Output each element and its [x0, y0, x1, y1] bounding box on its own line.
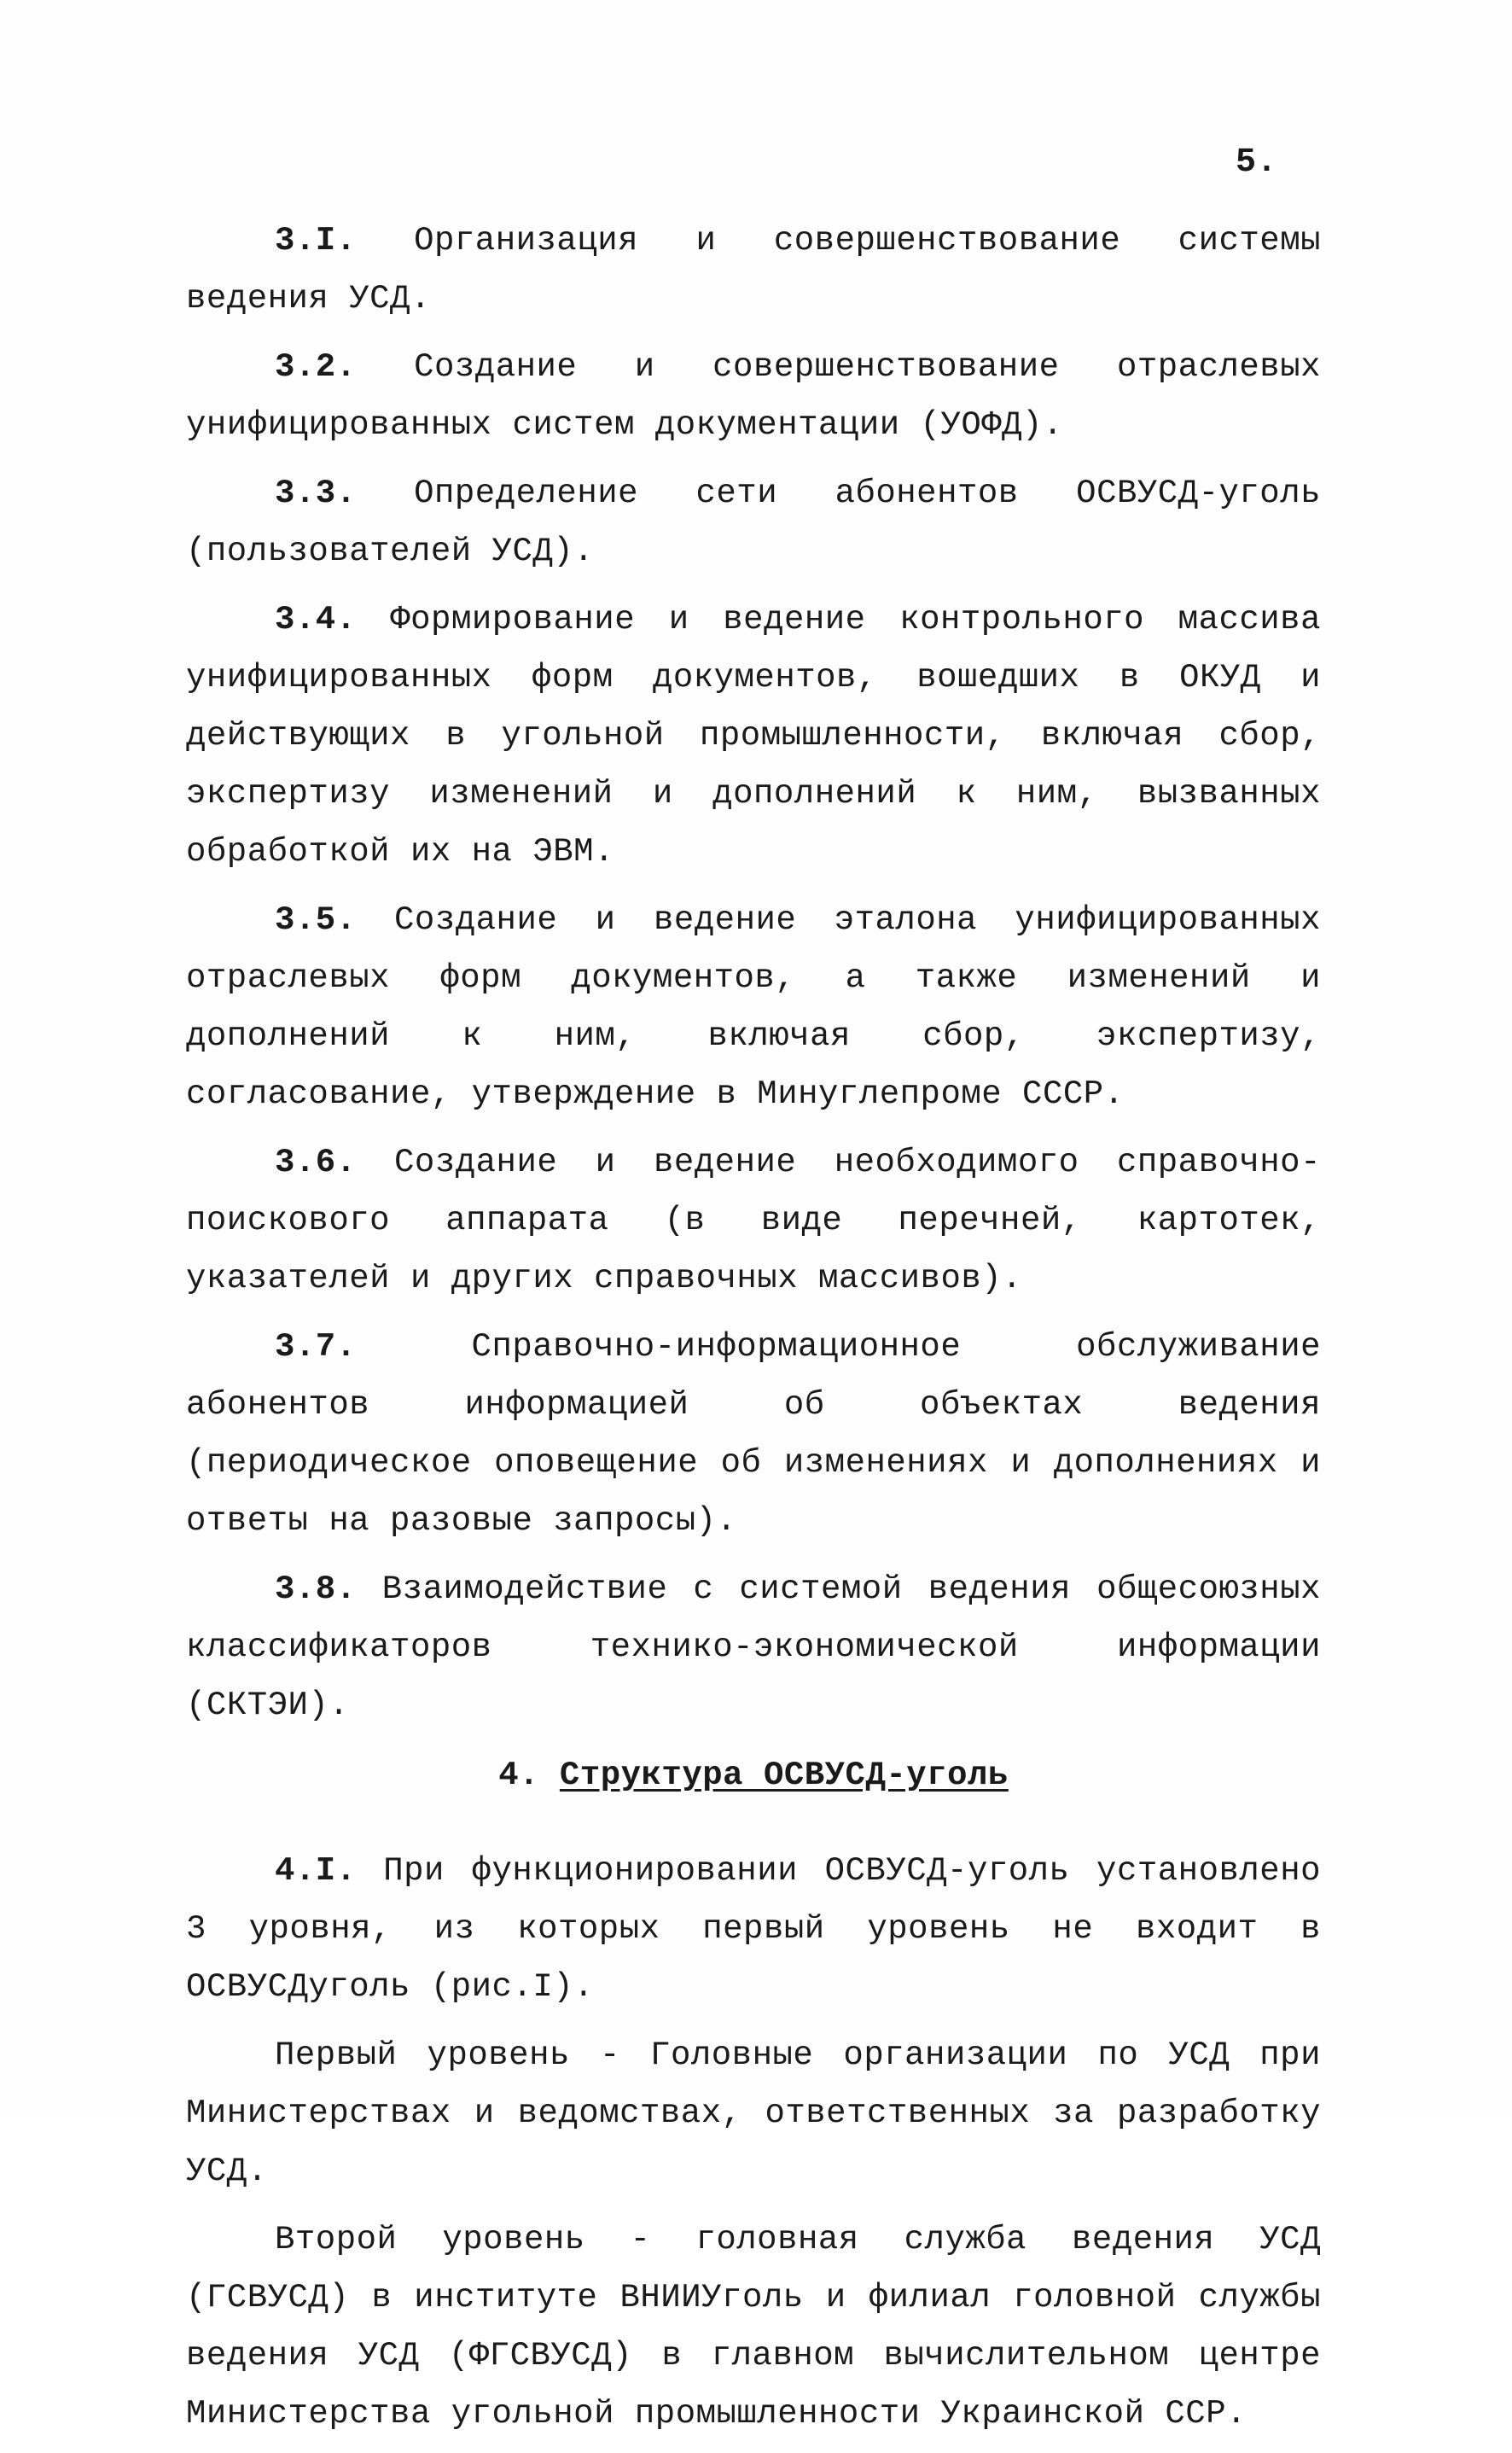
list-item: [186, 338, 1321, 454]
paragraph: [186, 2026, 1321, 2200]
list-item: [186, 591, 1321, 881]
item-text: Создание и ведение необходимого справочно-поискового аппарата (в виде перечней, картотек, указателей и других справочных массивов).: [186, 1144, 1321, 1297]
item-number: 3.4.: [275, 601, 357, 638]
list-item: [186, 212, 1321, 328]
list-item: [186, 1842, 1321, 2016]
item-text: Определение сети абонентов ОСВУСД-уголь (пользователей УСД).: [186, 475, 1322, 570]
list-item: [186, 891, 1321, 1123]
item-text: Организация и совершенствование системы ведения УСД.: [186, 222, 1322, 318]
section-number: 4.: [498, 1757, 539, 1794]
item-number: 3.7.: [275, 1328, 357, 1366]
paragraph: [186, 2211, 1321, 2443]
item-number: 3.6.: [275, 1144, 357, 1181]
item-text: Создание и совершенствование отраслевых унифицированных систем документации (УОФД).: [186, 348, 1322, 444]
item-number: 3.3.: [275, 475, 357, 512]
item-text: Справочно-информационное обслуживание абонентов информацией об объектах ведения (периодическое оповещение об изменениях и дополнениях и ответы на разовые запросы).: [186, 1328, 1321, 1540]
page-content: [186, 212, 1321, 2453]
item-number: 4.I.: [275, 1852, 357, 1890]
paragraph-text: Первый уровень - Головные организации по УСД при Министерствах и ведомствах, ответственных за разработку УСД.: [186, 2036, 1321, 2190]
list-item: [186, 1133, 1321, 1308]
item-text: При функционировании ОСВУСД-уголь установлено 3 уровня, из которых первый уровень не входит в ОСВУСДуголь (рис.I).: [186, 1852, 1322, 2006]
list-item: [186, 1560, 1321, 1734]
section-title: Структура ОСВУСД-уголь: [559, 1757, 1009, 1794]
item-number: 3.I.: [275, 222, 357, 259]
item-text: Формирование и ведение контрольного массива унифицированных форм документов, вошедших в ОКУД и действующих в угольной промышленности, включая сбор, экспертизу изменений и дополнений к ним, вызванных обработкой их на ЭВМ.: [186, 601, 1321, 871]
item-text: Взаимодействие с системой ведения общесоюзных классификаторов технико-экономической информации (СКТЭИ).: [186, 1570, 1322, 1724]
item-number: 3.8.: [275, 1570, 357, 1608]
list-item: [186, 1318, 1321, 1550]
item-number: 3.5.: [275, 901, 357, 939]
paragraph-text: Второй уровень - головная служба ведения УСД (ГСВУСД) в институте ВНИИУголь и филиал головной службы ведения УСД (ФГСВУСД) в главном вычислительном центре Министерства угольной промышленности Украинской ССР.: [186, 2221, 1321, 2433]
item-number: 3.2.: [275, 348, 357, 386]
item-text: Создание и ведение эталона унифицированных отраслевых форм документов, а также изменений и дополнений к ним, включая сбор, экспертизу, согласование, утверждение в Минуглепроме СССР.: [186, 901, 1321, 1113]
section-heading: [186, 1746, 1321, 1804]
page-number: 5.: [1236, 143, 1278, 182]
list-item: [186, 464, 1321, 580]
